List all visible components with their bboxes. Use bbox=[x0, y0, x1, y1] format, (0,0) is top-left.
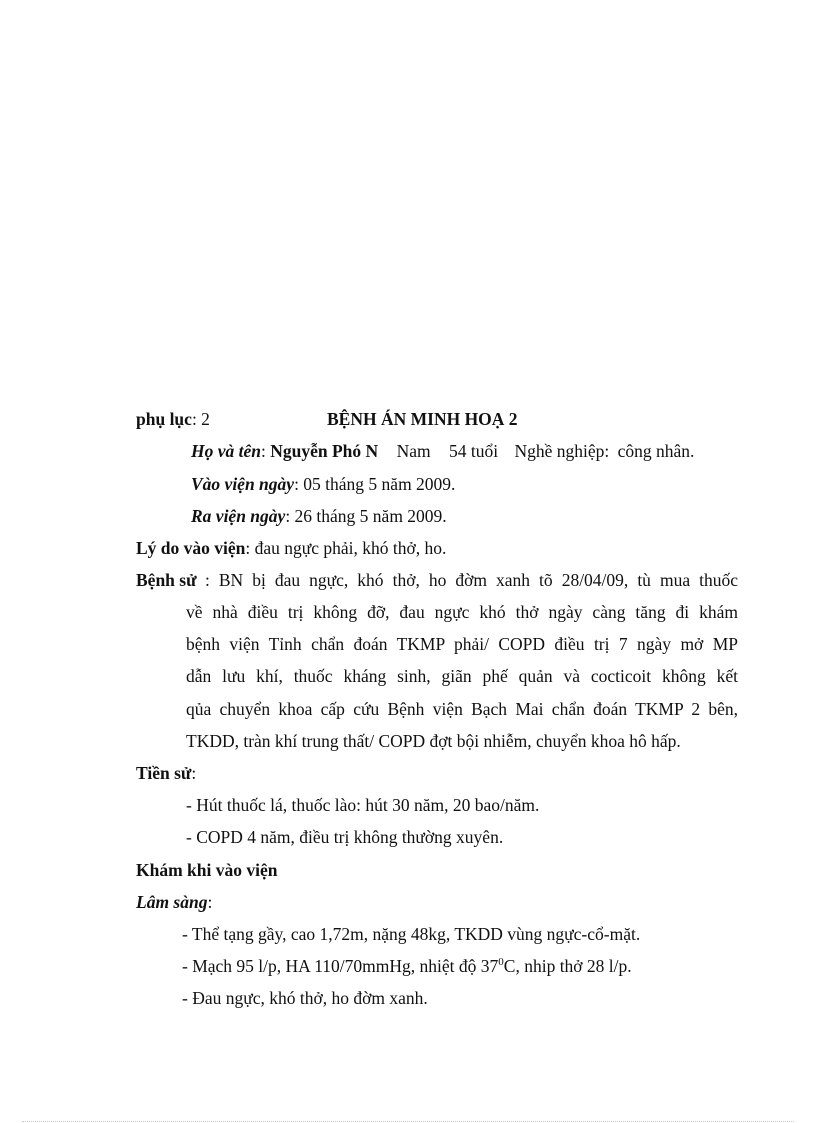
document-title: BỆNH ÁN MINH HOẠ 2 bbox=[327, 409, 518, 429]
past-history-item: - Hút thuốc lá, thuốc lào: hút 30 năm, 20 bao/năm. bbox=[186, 795, 540, 815]
patient-gender: Nam bbox=[396, 441, 431, 461]
history-illness-line: TKDD, tràn khí trung thất/ COPD đợt bội nhiễm, chuyển khoa hô hấp. bbox=[186, 731, 681, 751]
past-history-item: - COPD 4 năm, điều trị không thường xuyên. bbox=[186, 827, 504, 847]
clinical-item: - Thể tạng gầy, cao 1,72m, nặng 48kg, TKDD vùng ngực-cổ-mặt. bbox=[182, 924, 641, 944]
discharge-label: Ra viện ngày bbox=[191, 506, 286, 526]
reason-value: : đau ngực phải, khó thở, ho. bbox=[245, 538, 447, 558]
name-label: Họ và tên bbox=[191, 441, 261, 461]
history-illness-line: bệnh viện Tỉnh chẩn đoán TKMP phải/ COPD điều trị 7 ngày mở MP bbox=[186, 634, 738, 654]
history-illness-label: Bệnh sử bbox=[136, 570, 197, 590]
admission-label: Vào viện ngày bbox=[191, 474, 295, 494]
discharge-line bbox=[191, 505, 447, 527]
patient-line: Họ và tên: Nguyễn Phó N Nam 54 tuổi Nghề nghiệp: công nhân. bbox=[191, 441, 695, 461]
reason-label: Lý do vào viện bbox=[136, 538, 246, 558]
page-bottom-divider bbox=[22, 1121, 794, 1122]
past-history-heading: Tiền sử: bbox=[136, 763, 197, 783]
occupation-label: Nghề nghiệp: bbox=[514, 441, 610, 461]
admission-date: : 05 tháng 5 năm 2009. bbox=[294, 474, 456, 494]
appendix-number: : 2 bbox=[191, 409, 210, 429]
clinical-item: - Đau ngực, khó thở, ho đờm xanh. bbox=[182, 988, 428, 1008]
history-illness-line: về nhà điều trị không đỡ, đau ngực khó thở ngày càng tăng đi khám bbox=[186, 602, 738, 622]
admission-line bbox=[191, 473, 455, 495]
patient-age: 54 tuổi bbox=[448, 441, 499, 461]
clinical-vitals: - Mạch 95 l/p, HA 110/70mmHg, nhiệt độ $37^0C$, nhip thở 28 l/p. bbox=[182, 956, 632, 976]
exam-heading: Khám khi vào viện bbox=[136, 860, 278, 880]
discharge-date: : 26 tháng 5 năm 2009. bbox=[285, 506, 447, 526]
clinical-heading: Lâm sàng: bbox=[136, 892, 213, 912]
history-illness-line: : BN bị đau ngực, khó thở, ho đờm xanh tõ 28/04/09, tù mua thuốc bbox=[205, 570, 738, 590]
patient-name: Nguyễn Phó N bbox=[270, 441, 379, 461]
appendix-label: phụ lục bbox=[136, 409, 192, 429]
occupation-value: công nhân. bbox=[617, 441, 695, 461]
clinical-label: Lâm sàng bbox=[136, 892, 208, 912]
past-history-label: Tiền sử bbox=[136, 763, 192, 783]
history-illness-line: qủa chuyển khoa cấp cứu Bệnh viện Bạch Mai chẩn đoán TKMP 2 bên, bbox=[186, 699, 738, 719]
history-illness-line: dẫn lưu khí, thuốc kháng sinh, giãn phế quản và cocticoit không kết bbox=[186, 666, 738, 686]
reason-line bbox=[136, 537, 446, 559]
appendix-line bbox=[136, 408, 210, 430]
